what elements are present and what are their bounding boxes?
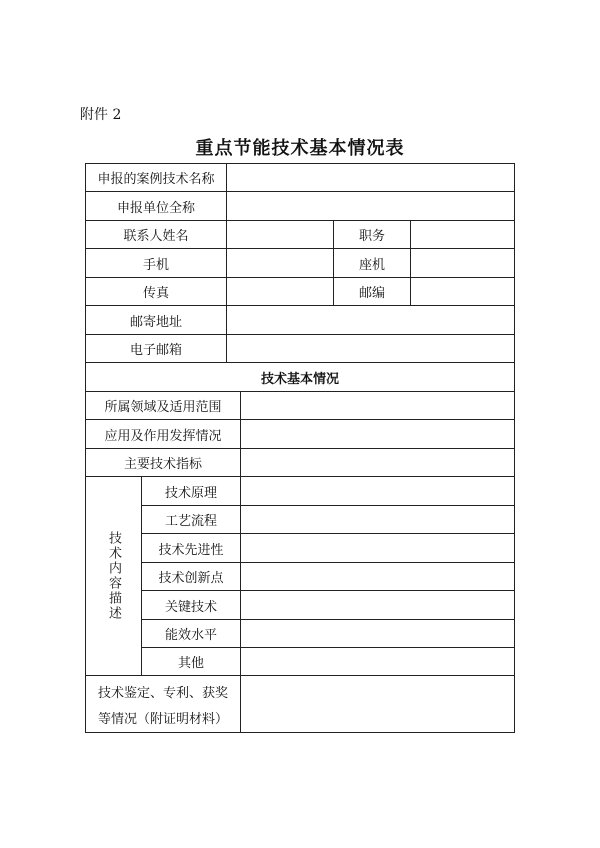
label-application: 应用及作用发挥情况 [85, 419, 241, 449]
process-field[interactable] [240, 505, 515, 534]
label-mail-address: 邮寄地址 [85, 305, 227, 335]
label-advancement: 技术先进性 [141, 533, 241, 563]
appraisal-line-1: 技术鉴定、专利、获奖 [97, 685, 228, 701]
label-innovation: 技术创新点 [141, 562, 241, 591]
label-case-name: 申报的案例技术名称 [85, 163, 227, 192]
label-mobile: 手机 [85, 248, 227, 278]
application-field[interactable] [240, 419, 515, 449]
email-field[interactable] [226, 334, 515, 363]
label-email: 电子邮箱 [85, 334, 227, 363]
label-process: 工艺流程 [141, 505, 241, 534]
mail-address-field[interactable] [226, 305, 515, 335]
label-efficiency: 能效水平 [141, 619, 241, 648]
label-content-group [85, 476, 142, 676]
appraisal-field[interactable] [240, 675, 515, 733]
label-landline: 座机 [333, 248, 411, 278]
efficiency-field[interactable] [240, 619, 515, 648]
fax-field[interactable] [226, 277, 334, 306]
label-postcode: 邮编 [333, 277, 411, 306]
case-name-field[interactable] [226, 163, 515, 192]
label-principle: 技术原理 [141, 476, 241, 506]
section-header: 技术基本情况 [85, 362, 515, 392]
label-appraisal [85, 675, 241, 733]
appraisal-line-2: 等情况（附证明材料） [97, 711, 228, 727]
page-title: 重点节能技术基本情况表 [195, 138, 405, 159]
postcode-field[interactable] [410, 277, 515, 306]
field-scope-field[interactable] [240, 391, 515, 420]
attachment-label: 附件 2 [80, 107, 122, 123]
label-indicators: 主要技术指标 [85, 448, 241, 477]
info-table [85, 163, 515, 733]
principle-field[interactable] [240, 476, 515, 506]
content-group-text: 技术内容描述 [106, 531, 121, 621]
indicators-field[interactable] [240, 448, 515, 477]
unit-name-field[interactable] [226, 191, 515, 221]
landline-field[interactable] [410, 248, 515, 278]
label-other: 其他 [141, 647, 241, 676]
other-field[interactable] [240, 647, 515, 676]
label-unit-name: 申报单位全称 [85, 191, 227, 221]
advancement-field[interactable] [240, 533, 515, 563]
label-position: 职务 [333, 220, 411, 249]
label-key-tech: 关键技术 [141, 590, 241, 620]
contact-name-field[interactable] [226, 220, 334, 249]
label-fax: 传真 [85, 277, 227, 306]
label-field-scope: 所属领域及适用范围 [85, 391, 241, 420]
key-tech-field[interactable] [240, 590, 515, 620]
mobile-field[interactable] [226, 248, 334, 278]
innovation-field[interactable] [240, 562, 515, 591]
label-contact-name: 联系人姓名 [85, 220, 227, 249]
position-field[interactable] [410, 220, 515, 249]
